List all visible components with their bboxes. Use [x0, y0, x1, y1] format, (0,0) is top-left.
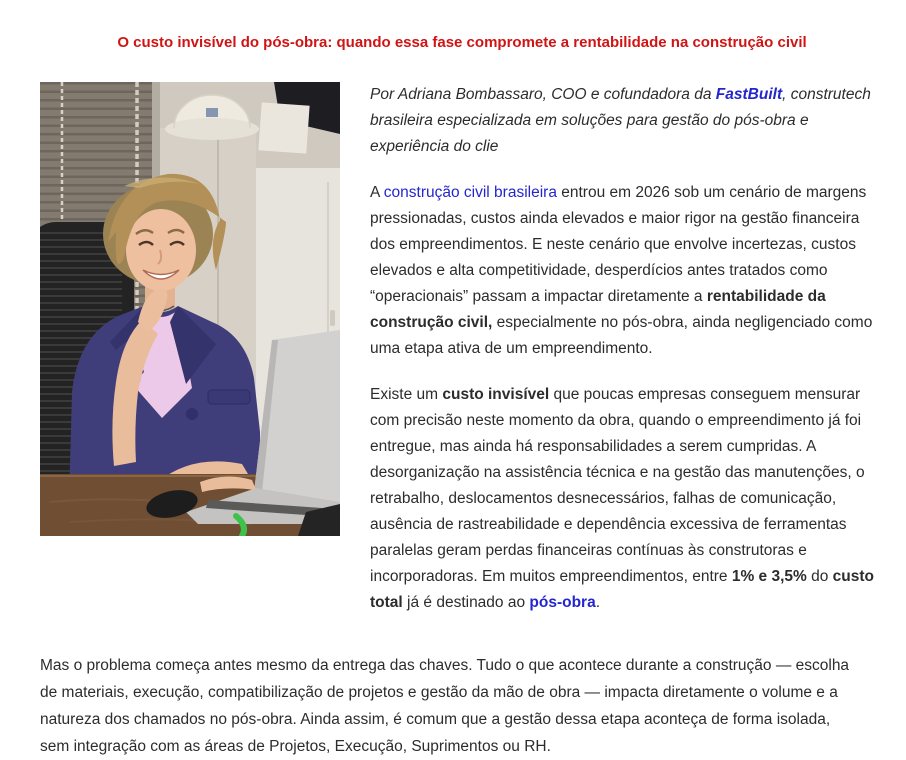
scenario-text-3: especialmente no pós-obra, ainda negligenciado como uma etapa ativa de um empreendimento. — [370, 314, 873, 357]
scenario-bold-rentabilidade: rentabilidade da construção civil, — [370, 288, 826, 331]
byline-paragraph — [370, 82, 884, 160]
fastbuilt-link[interactable]: FastBuilt — [715, 86, 783, 103]
cost-bold-custo-total: custo total — [370, 568, 875, 611]
cost-text-5: . — [595, 594, 601, 611]
article-body-row — [40, 82, 884, 616]
cost-text-2: que poucas empresas conseguem mensurar com precisão neste momento da obra, quando o empreendimento já foi entregue, mas ainda há responsabilidades a serem cumpridas. A desorganização na assistência técnica e na gestão das manutenções, o retrabalho, deslocamentos desnecessários, falhas de comunicação, ausência de rastreabilidade e dependência excessiva de ferramentas paralelas geram perdas financeiras contínuas às construtoras e incorporadoras. Em muitos empreendimentos, entre — [370, 386, 865, 585]
author-photo — [40, 82, 340, 536]
cost-text-4: já é destinado ao — [402, 594, 530, 611]
cost-text-3: do — [806, 568, 833, 585]
construcao-civil-link[interactable]: construção civil brasileira — [383, 184, 557, 201]
byline-prefix: Por Adriana Bombassaro, COO e cofundadora da — [370, 86, 716, 103]
byline-suffix: , construtech brasileira especializada em soluções para gestão do pós-obra e experiência do clie — [370, 86, 871, 155]
scenario-text-2: entrou em 2026 sob um cenário de margens pressionadas, custos ainda elevados e maior rigor na gestão financeira dos empreendimentos. E neste cenário que envolve incertezas, custos elevados e alta competitividade, desperdícios antes tratados como “operacionais” passam a impactar diretamente a — [370, 184, 867, 305]
cost-bold-custo-invisivel: custo invisível — [442, 386, 550, 403]
paragraph-problem-before-delivery: Mas o problema começa antes mesmo da entrega das chaves. Tudo o que acontece durante a construção — escolha de materiais, execução, compatibilização de projetos e gestão da mão de obra — impacta diretamente o volume e a natureza dos chamados no pós-obra. Ainda assim, é comum que a gestão dessa etapa aconteça de forma isolada, sem integração com as áreas de Projetos, Execução, Suprimentos ou RH. — [40, 657, 850, 755]
paragraph-invisible-cost — [370, 382, 884, 616]
paragraph-scenario — [370, 180, 884, 362]
article-title: O custo invisível do pós-obra: quando essa fase compromete a rentabilidade na construção civil — [117, 34, 807, 51]
cost-text-1: Existe um — [370, 386, 443, 403]
pos-obra-link[interactable]: pós-obra — [529, 594, 596, 611]
cost-bold-percent: 1% e 3,5% — [731, 568, 807, 585]
scenario-text-1: A — [370, 184, 384, 201]
article-text-column — [370, 82, 884, 616]
author-photo-illustration — [40, 82, 340, 536]
